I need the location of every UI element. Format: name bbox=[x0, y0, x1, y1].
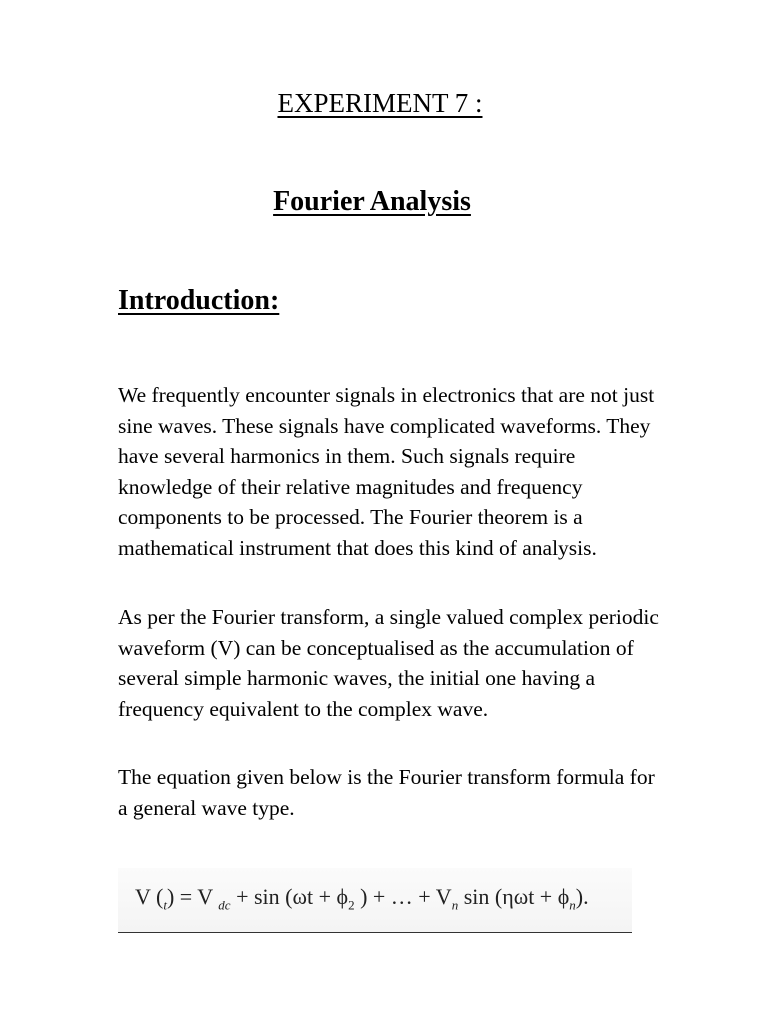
section-heading-introduction: Introduction: bbox=[118, 285, 280, 316]
intro-paragraph-1: We frequently encounter signals in electronics that are not just sine waves. These signals have complicated waveforms. They have several harmonics in them. Such signals require knowledge of their relative magnitudes and frequency components to be processed. The Fourier theorem is a mathematical instrument that does this kind of analysis. bbox=[118, 383, 655, 560]
document-subtitle: Fourier Analysis bbox=[273, 186, 471, 217]
intro-paragraph-2: As per the Fourier transform, a single valued complex periodic waveform (V) can be conceptualised as the accumulation of several simple harmonic waves, the initial one having a frequency equivalent to the complex wave. bbox=[118, 605, 659, 721]
intro-paragraph-3: The equation given below is the Fourier transform formula for a general wave type. bbox=[118, 765, 655, 820]
fourier-equation: V $(_t) = V$ $_{dc} + \sin (\omega t + \phi_2$ ) + … + $V_n$ $\sin (\eta\omega t + \phi_n)$. bbox=[135, 884, 589, 913]
equation-image bbox=[118, 868, 632, 933]
experiment-title: EXPERIMENT 7 : bbox=[277, 88, 483, 118]
